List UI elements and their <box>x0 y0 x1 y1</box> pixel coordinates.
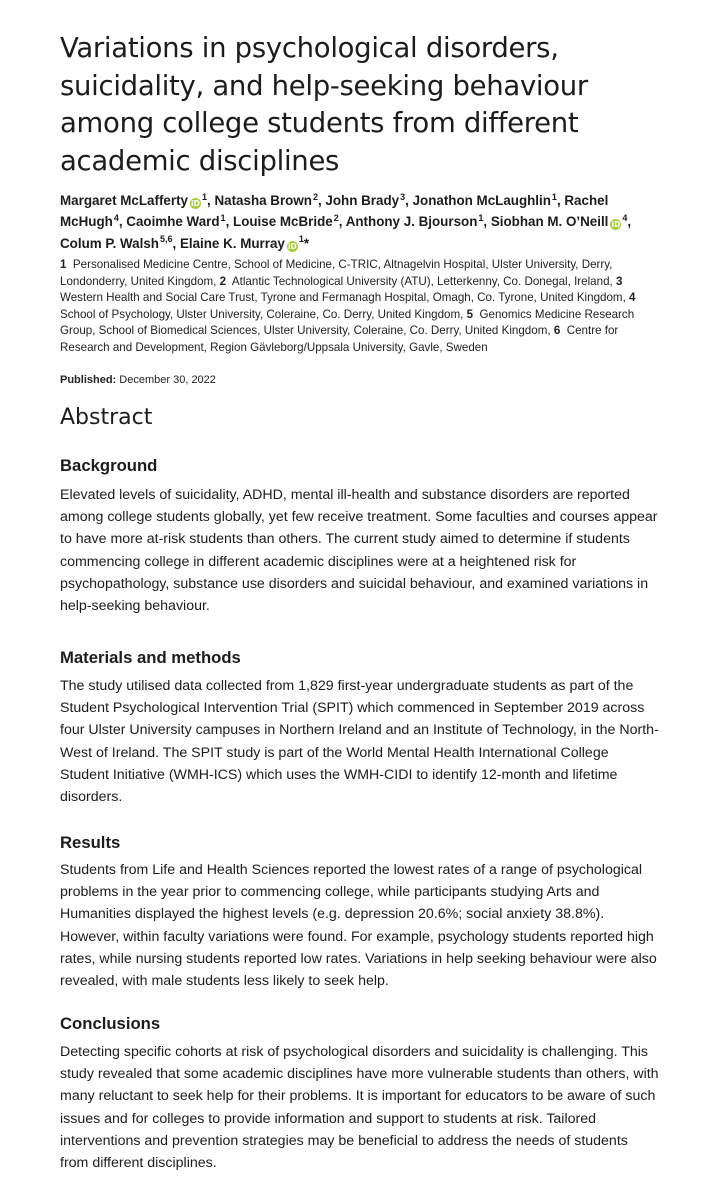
author-separator: , <box>483 214 491 230</box>
author-name-text: Colum P. Walsh <box>60 235 159 251</box>
author-name[interactable] <box>413 193 557 208</box>
affiliation-text: Atlantic Technological University (ATU), Letterkenny, Co. Donegal, Ireland, <box>231 274 613 288</box>
background-text: Elevated levels of suicidality, ADHD, mental ill-health and substance disorders are reported among college students globally, yet few receive treatment. Some faculties and courses appear to have more at-risk students than others. The current study aimed to determine if students commencing college in different academic disciplines were at a heightened risk for psychopathology, substance use disorders and suicidal behaviour, and examined variations in help-seeking behaviour. <box>60 487 658 615</box>
author-name-text: Louise McBride <box>233 214 333 230</box>
author-separator: , <box>225 214 234 230</box>
affiliation-number: 6 <box>553 324 561 337</box>
affiliation-number: 2 <box>219 274 227 288</box>
author-name[interactable] <box>214 193 318 208</box>
affiliation-text: Genomics Medicine Research Group, School of Biomedical Sciences, Ulster University, Coleraine, Co. Derry, United Kingdom, <box>60 307 635 337</box>
author-separator: , <box>556 193 565 208</box>
author-separator: , <box>172 235 180 251</box>
author-affiliation-number: 4 <box>113 212 119 223</box>
author-name[interactable] <box>346 214 484 229</box>
affiliation-text: Western Health and Social Care Trust, Tyrone and Fermanagh Hospital, Omagh, Co. Tyrone, United Kingdom, <box>60 291 626 304</box>
conclusions-text: Detecting specific cohorts at risk of psychological disorders and suicidality is challenging. This study revealed that some academic disciplines have more vulnerable students than others, with many reluctant to seek help for their problems. It is important for educators to be aware of such issues and for colleges to provide information and support to students at risk. Tailored interventions and prevention strategies may be beneficial to address the needs of students from different disciplines. <box>60 1044 659 1172</box>
abstract-heading: Abstract <box>60 405 153 430</box>
affiliation-text: Centre for Research and Development, Region Gävleborg/Uppsala University, Gavle, Sweden <box>60 324 619 354</box>
author-affiliation-number: 2 <box>312 191 318 202</box>
author-affiliation-number: 4 <box>622 212 628 223</box>
author-separator: , <box>118 214 127 230</box>
orcid-icon[interactable]: iD <box>287 241 297 251</box>
author-affiliation-number: 1 <box>202 191 208 202</box>
author-name-text: Margaret McLafferty <box>60 193 188 208</box>
author-name[interactable] <box>233 214 339 229</box>
author-affiliation-number: 5,6 <box>159 234 173 245</box>
published-line <box>60 373 216 387</box>
orcid-icon[interactable]: iD <box>191 199 200 208</box>
author-separator: , <box>207 193 215 208</box>
author-affiliation-number: 2 <box>333 212 339 223</box>
affiliation-number: 5 <box>466 307 474 321</box>
author-name-text: Jonathon McLaughlin <box>412 193 551 208</box>
affiliation-list <box>60 257 660 356</box>
affiliation-number: 3 <box>615 274 623 288</box>
affiliation-number: 4 <box>629 291 636 304</box>
results-text: Students from Life and Health Sciences reported the lowest rates of a range of psychological problems in the year prior to commencing college, while participants studying Arts and Humanities displayed the highest levels (e.g. depression 20.6%; social anxiety 38.8%). However, within faculty variations were found. For example, psychology students reported high rates, while nursing students reported low rates. Variations in help seeking behaviour were also revealed, with male students less likely to seek help. <box>60 862 657 990</box>
author-affiliation-number: 1 <box>478 212 484 223</box>
author-name-text: Anthony J. Bjourson <box>345 214 478 230</box>
published-date: December 30, 2022 <box>119 374 216 386</box>
author-name[interactable] <box>325 193 405 208</box>
author-affiliation-number: 3 <box>400 191 406 202</box>
author-name[interactable] <box>180 236 304 251</box>
author-name[interactable] <box>491 214 628 229</box>
author-list <box>60 190 670 254</box>
author-affiliation-number: 1 <box>551 191 557 202</box>
author-name-text: Siobhan M. O’Neill <box>490 214 609 230</box>
author-name-text: Rachel McHugh <box>60 193 609 230</box>
methods-heading: Materials and methods <box>60 648 241 667</box>
author-name-text: Elaine K. Murray <box>179 235 285 251</box>
affiliation-number: 1 <box>60 258 67 271</box>
published-label: Published: <box>60 374 117 386</box>
author-separator: * <box>303 235 310 251</box>
author-name[interactable] <box>60 193 207 208</box>
author-separator: , <box>627 214 632 230</box>
orcid-icon[interactable]: iD <box>611 220 621 230</box>
author-separator: , <box>405 193 413 208</box>
author-name[interactable] <box>126 214 225 229</box>
author-name[interactable] <box>60 236 172 251</box>
author-name-text: John Brady <box>325 193 400 208</box>
background-heading: Background <box>60 456 158 475</box>
article-title: Variations in psychological disorders, suicidality, and help-seeking behaviour among college students from different academic disciplines <box>60 32 588 177</box>
results-heading: Results <box>60 833 121 852</box>
methods-text: The study utilised data collected from 1,829 first-year undergraduate students as part of the Student Psychological Intervention Trial (SPIT) which commenced in September 2019 across four Ulster University campuses in Northern Ireland and an Institute of Technology, in the North-West of Ireland. The SPIT study is part of the World Mental Health International College Student Initiative (WMH-ICS) which uses the WMH-CIDI to identify 12-month and lifetime disorders. <box>60 678 659 806</box>
author-separator: , <box>317 193 326 208</box>
author-affiliation-number: 1 <box>220 212 226 223</box>
affiliation-text: Personalised Medicine Centre, School of Medicine, C-TRIC, Altnagelvin Hospital, Ulster University, Derry, Londonderry, United Kingdom, <box>60 258 613 288</box>
author-affiliation-number: 1 <box>298 234 304 245</box>
author-name-text: Natasha Brown <box>214 193 312 208</box>
author-separator: , <box>338 214 346 230</box>
affiliation-text: School of Psychology, Ulster University, Coleraine, Co. Derry, United Kingdom, <box>60 307 464 321</box>
author-name-text: Caoimhe Ward <box>126 214 220 230</box>
conclusions-heading: Conclusions <box>60 1014 161 1033</box>
